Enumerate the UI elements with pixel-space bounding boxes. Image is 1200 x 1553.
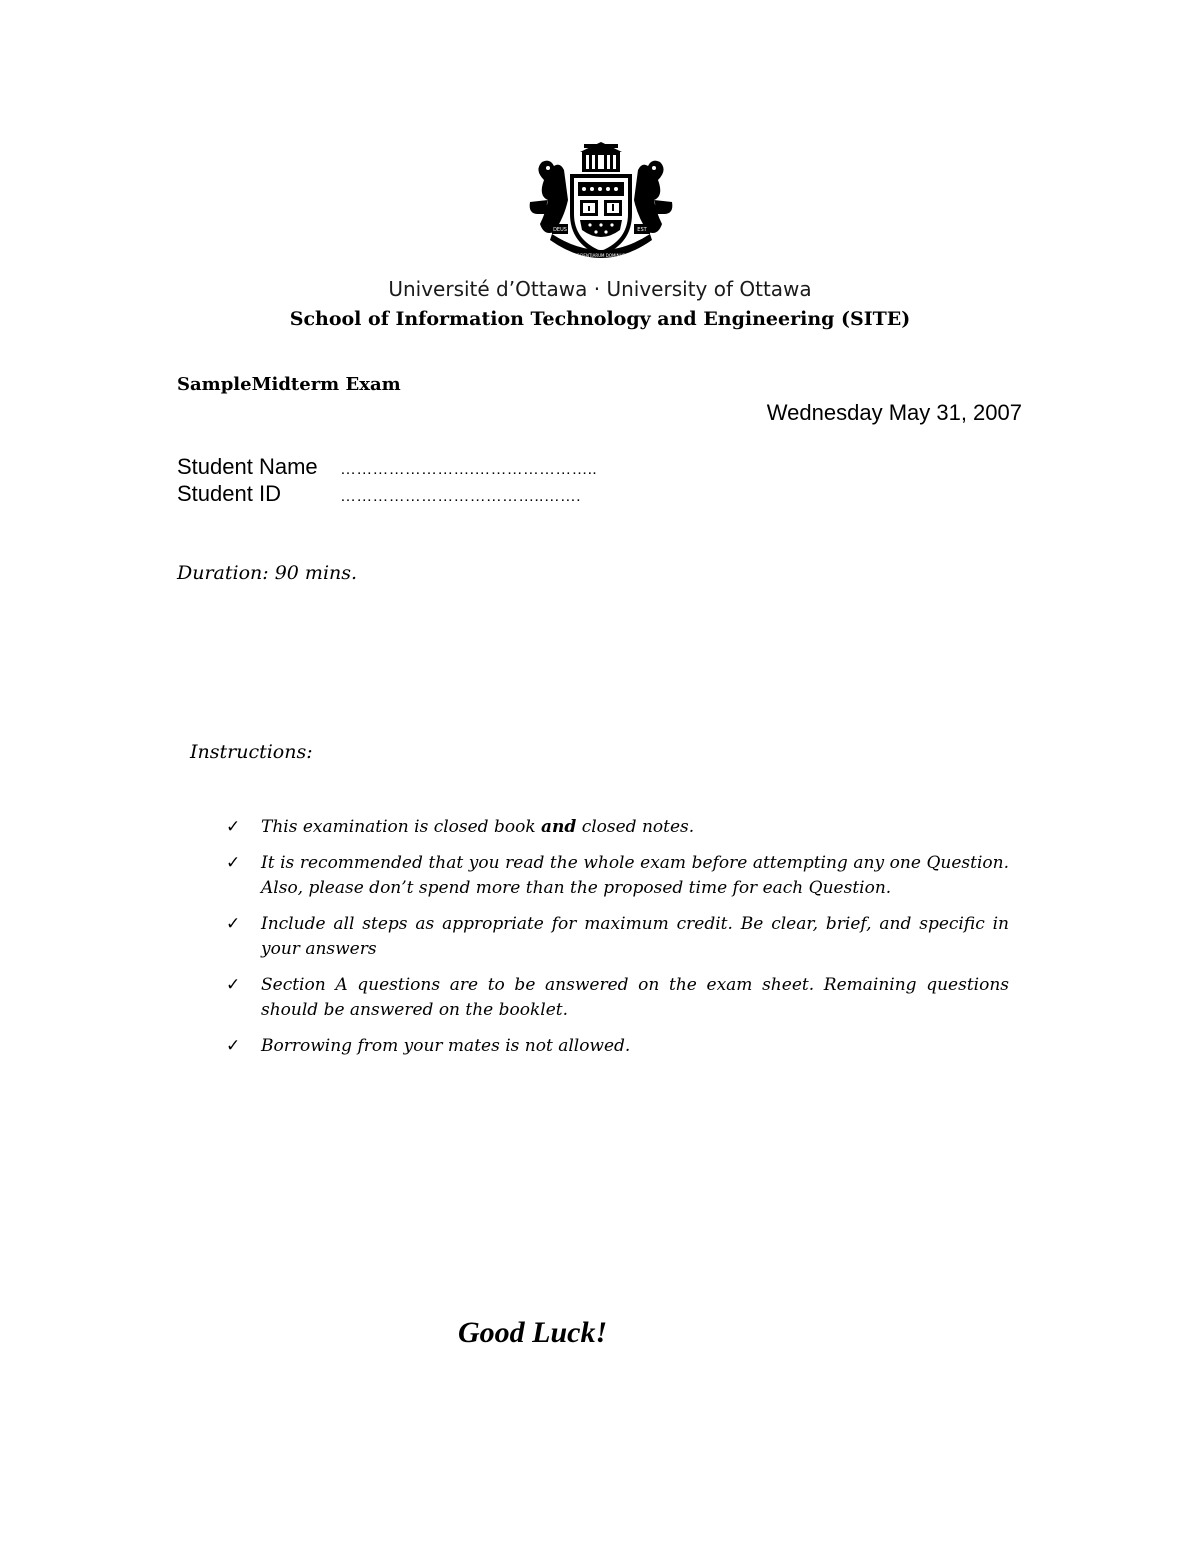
checkmark-icon: ✓ <box>226 1036 241 1056</box>
exam-title: SampleMidterm Exam <box>177 374 401 395</box>
exam-date: Wednesday May 31, 2007 <box>766 400 1022 425</box>
student-name-field[interactable] <box>177 454 597 480</box>
instructions-list <box>226 815 1009 1070</box>
school-name: School of Information Technology and Engineering (SITE) <box>289 308 911 330</box>
student-id-blank[interactable]: ………………………………..……. <box>340 488 581 505</box>
svg-text:DEUS: DEUS <box>553 227 567 233</box>
instructions-heading: Instructions: <box>190 741 313 763</box>
list-item: ✓ Borrowing from your mates is not allowed. <box>226 1034 1009 1059</box>
list-item: ✓ This examination is closed book and closed notes. <box>226 815 1009 840</box>
student-name-label: Student Name <box>177 454 318 479</box>
exam-duration: Duration: 90 mins. <box>177 562 358 584</box>
list-item: ✓ It is recommended that you read the whole exam before attempting any one Question. Also, please don’t spend more than the proposed time for each Question. <box>226 853 1009 898</box>
svg-text:SCIENTIARUM DOMINUS: SCIENTIARUM DOMINUS <box>576 253 626 258</box>
checkmark-icon: ✓ <box>226 914 241 934</box>
student-id-field[interactable] <box>177 481 581 507</box>
checkmark-icon: ✓ <box>226 853 241 873</box>
university-name: Université d’Ottawa · University of Ottawa <box>388 277 812 301</box>
checkmark-icon: ✓ <box>226 817 241 837</box>
svg-text:EST: EST <box>637 227 647 233</box>
good-luck-message: Good Luck! <box>458 1316 608 1349</box>
checkmark-icon: ✓ <box>226 975 241 995</box>
list-item: ✓ Include all steps as appropriate for maximum credit. Be clear, brief, and specific in your answers <box>226 914 1009 959</box>
list-item: ✓ Section A questions are to be answered on the exam sheet. Remaining questions should be answered on the booklet. <box>226 975 1009 1020</box>
student-name-blank[interactable]: …………………….………………….. <box>340 461 597 478</box>
university-crest-logo <box>524 140 678 272</box>
student-id-label: Student ID <box>177 481 281 506</box>
